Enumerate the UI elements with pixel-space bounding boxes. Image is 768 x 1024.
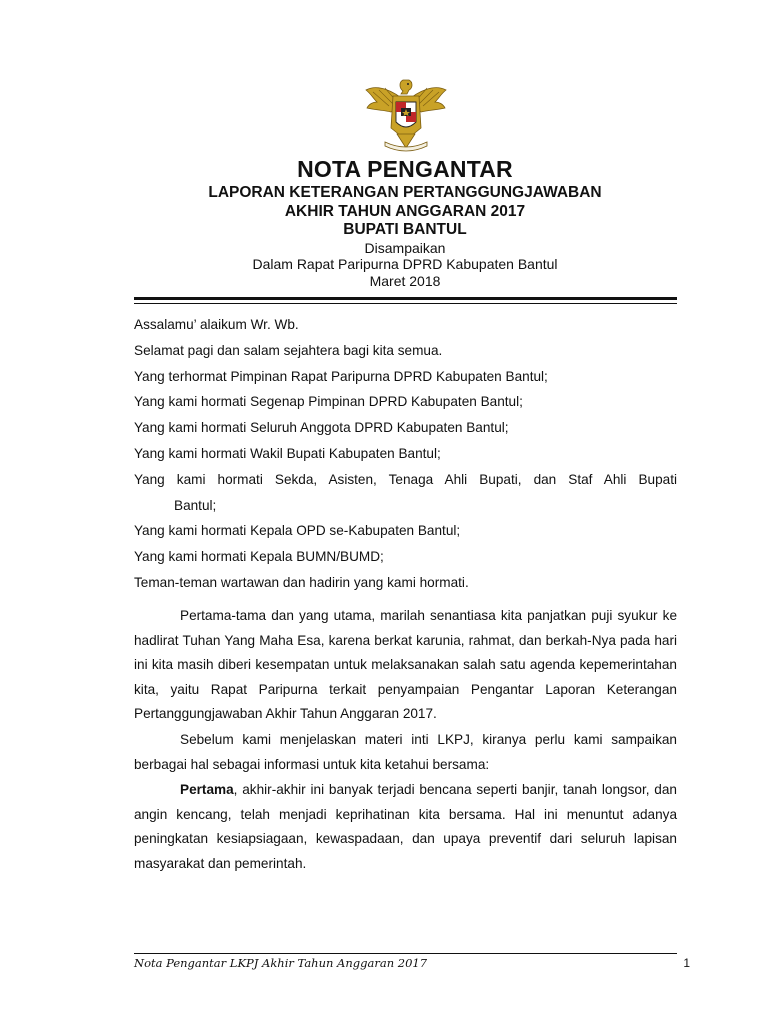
paragraph-first-point bbox=[134, 778, 677, 876]
delivery-line-1: Disampaikan bbox=[364, 240, 446, 256]
greeting-line: Teman-teman wartawan dan hadirin yang kami hormati. bbox=[134, 574, 469, 590]
greeting-line: Assalamu’ alaikum Wr. Wb. bbox=[134, 317, 299, 332]
garuda-emblem bbox=[363, 72, 449, 154]
header-divider-thin bbox=[134, 303, 677, 304]
greeting-line: Yang kami hormati Seluruh Anggota DPRD Kabupaten Bantul; bbox=[134, 420, 509, 436]
greetings-list bbox=[134, 312, 677, 596]
delivery-line-2: Dalam Rapat Paripurna DPRD Kabupaten Bantul bbox=[252, 256, 558, 272]
greeting-line: Yang terhormat Pimpinan Rapat Paripurna DPRD Kabupaten Bantul; bbox=[134, 368, 548, 384]
paragraph-intro: Sebelum kami menjelaskan materi inti LKPJ, kiranya perlu kami sampaikan berbagai hal sebagai informasi untuk kita ketahui bersama: bbox=[134, 731, 677, 772]
greeting-line: Selamat pagi dan salam sejahtera bagi kita semua. bbox=[134, 342, 443, 358]
document-subtitle-1: LAPORAN KETERANGAN PERTANGGUNGJAWABAN bbox=[208, 184, 602, 201]
first-point-label: Pertama bbox=[180, 782, 234, 798]
document-subtitle-3: BUPATI BANTUL bbox=[343, 221, 467, 238]
footer-document-name: Nota Pengantar LKPJ Akhir Tahun Anggaran 2017 bbox=[134, 956, 428, 970]
document-subtitle-2: AKHIR TAHUN ANGGARAN 2017 bbox=[284, 203, 526, 220]
paragraph-opening: Pertama-tama dan yang utama, marilah senantiasa kita panjatkan puji syukur ke hadlirat Tuhan Yang Maha Esa, karena berkat karunia, rahmat, dan berkah-Nya pada hari ini kita masih diberi kesempatan untuk melaksanakan salah satu agenda kepemerintahan kita, yaitu Rapat Paripurna terkait penyampaian Pengantar Laporan Keterangan Pertanggungjawaban Akhir Tahun Anggaran 2017. bbox=[134, 608, 677, 722]
greeting-line: Yang kami hormati Kepala OPD se-Kabupaten Bantul; bbox=[134, 523, 461, 539]
delivery-date: Maret 2018 bbox=[369, 273, 441, 289]
greeting-line-continued: Bantul; bbox=[174, 497, 217, 513]
body-text bbox=[134, 604, 677, 877]
header-divider-thick bbox=[134, 297, 677, 300]
greeting-line: Yang kami hormati Kepala BUMN/BUMD; bbox=[134, 549, 384, 565]
greeting-line: Yang kami hormati Wakil Bupati Kabupaten Bantul; bbox=[134, 445, 441, 461]
footer-divider bbox=[134, 953, 677, 954]
page-number: 1 bbox=[683, 956, 690, 970]
first-point-text: , akhir-akhir ini banyak terjadi bencana seperti banjir, tanah longsor, dan angin kencang, telah menjadi keprihatinan kita bersama. Hal ini menuntut adanya peningkatan kesiapsiagaan, kewaspadaan, dan upaya preventif dari seluruh lapisan masyarakat dan pemerintah. bbox=[134, 782, 677, 871]
greeting-line: Yang kami hormati Sekda, Asisten, Tenaga Ahli Bupati, dan Staf Ahli Bupati bbox=[134, 471, 677, 487]
document-title: NOTA PENGANTAR bbox=[297, 156, 513, 182]
greeting-line: Yang kami hormati Segenap Pimpinan DPRD Kabupaten Bantul; bbox=[134, 394, 523, 410]
